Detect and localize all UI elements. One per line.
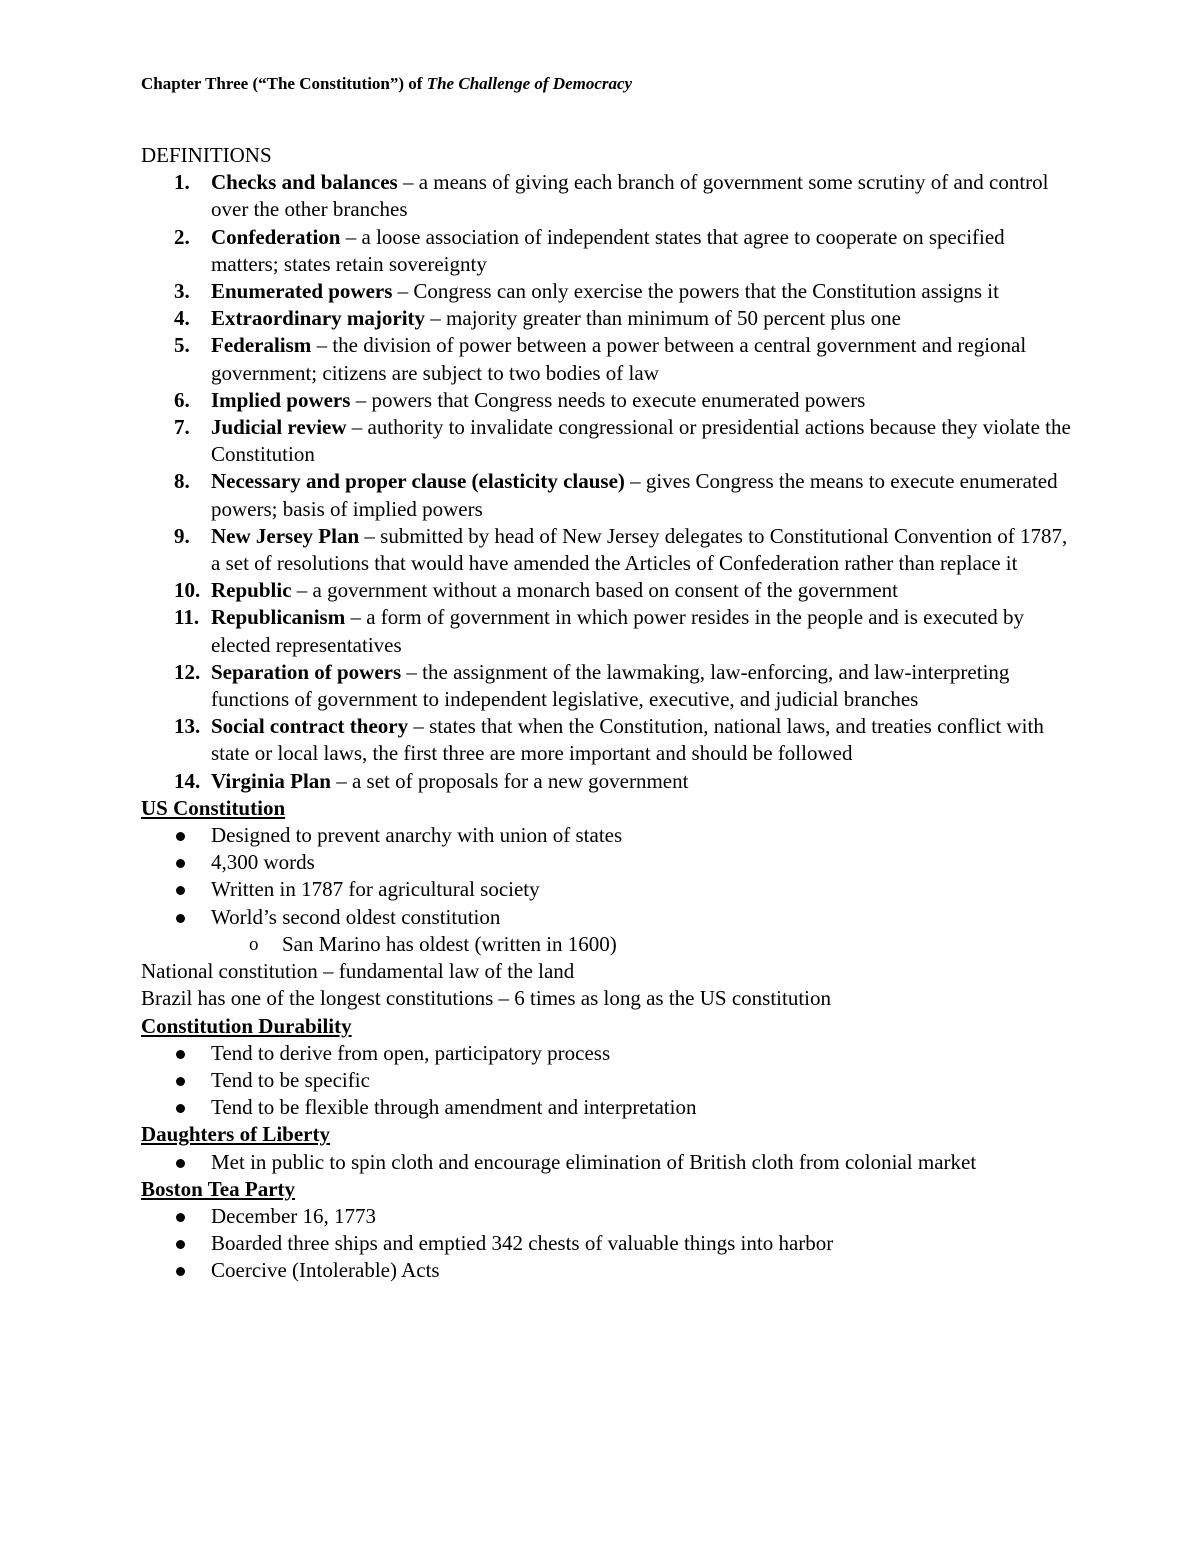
- definition-text: powers that Congress needs to execute enumerated powers: [371, 387, 866, 412]
- definition-term: Virginia Plan: [211, 768, 331, 793]
- definition-item: [141, 387, 1071, 414]
- definition-text: states that when the Constitution, national laws, and treaties conflict with state or local laws, the first three are more important and should be followed: [211, 714, 1044, 766]
- bullet-icon: [176, 1050, 185, 1059]
- boston-tea-party-heading: Boston Tea Party: [141, 1176, 296, 1201]
- list-item-text: Written in 1787 for agricultural society: [211, 877, 540, 902]
- list-item-text: Designed to prevent anarchy with union of states: [211, 823, 623, 848]
- definition-item: [141, 414, 1071, 468]
- list-item: [141, 876, 1071, 903]
- definition-text: a loose association of independent states that agree to cooperate on specified matters; states retain sovereignty: [211, 224, 1005, 276]
- us-constitution-list: [141, 822, 1071, 931]
- list-item-text: Tend to be specific: [211, 1067, 370, 1092]
- definition-text: Congress can only exercise the powers that the Constitution assigns it: [413, 279, 999, 304]
- definition-separator: –: [359, 523, 381, 548]
- boston-tea-party-list: [141, 1203, 1071, 1285]
- list-item-text: Boarded three ships and emptied 342 chests of valuable things into harbor: [211, 1231, 834, 1256]
- definition-item: [141, 659, 1071, 713]
- constitution-durability-list: [141, 1040, 1071, 1122]
- definition-text: a government without a monarch based on consent of the government: [312, 578, 899, 603]
- list-item: [141, 1094, 1071, 1121]
- definition-separator: –: [624, 469, 646, 494]
- definition-item: [141, 224, 1071, 278]
- definition-term: Confederation: [211, 224, 341, 249]
- definition-separator: –: [340, 224, 362, 249]
- list-item: [141, 904, 1071, 931]
- brazil-constitution-line: Brazil has one of the longest constitutions – 6 times as long as the US constitution: [141, 986, 832, 1011]
- document-body: [141, 142, 1071, 1285]
- definition-text: submitted by head of New Jersey delegates to Constitutional Convention of 1787, a set of resolutions that would have amended the Articles of Confederation rather than replace it: [211, 523, 1068, 576]
- definition-item: [141, 169, 1071, 223]
- definition-number: 13.: [174, 714, 201, 739]
- document-title: [141, 70, 1071, 98]
- list-item: [141, 1257, 1071, 1284]
- definition-separator: –: [350, 387, 372, 412]
- definition-separator: –: [311, 333, 333, 358]
- list-item: [141, 1149, 1071, 1176]
- list-item: [141, 849, 1071, 876]
- list-item-text: World’s second oldest constitution: [211, 904, 501, 929]
- definition-number: 6.: [174, 387, 190, 412]
- list-item-text: Tend to derive from open, participatory process: [211, 1040, 611, 1065]
- definition-number: 14.: [174, 768, 201, 793]
- definition-text: gives Congress the means to execute enumerated powers; basis of implied powers: [211, 469, 1058, 521]
- definition-term: Separation of powers: [211, 659, 402, 684]
- definition-number: 10.: [174, 578, 201, 603]
- list-item-text: Tend to be flexible through amendment and interpretation: [211, 1095, 697, 1120]
- definition-item: [141, 768, 1071, 795]
- definition-term: Extraordinary majority: [211, 306, 426, 331]
- title-book: The Challenge of Democracy: [426, 74, 633, 93]
- definition-number: 3.: [174, 279, 190, 304]
- definition-term: New Jersey Plan: [211, 523, 360, 548]
- sub-list-item: [141, 931, 1071, 958]
- list-item-text: 4,300 words: [211, 850, 315, 875]
- definitions-list: [141, 169, 1071, 795]
- definition-separator: –: [397, 170, 419, 195]
- definition-item: [141, 604, 1071, 658]
- daughters-of-liberty-list: [141, 1149, 1071, 1176]
- definition-text: a form of government in which power resides in the people and is executed by elected representatives: [211, 605, 1025, 657]
- definition-number: 12.: [174, 659, 201, 684]
- definition-term: Enumerated powers: [211, 279, 393, 304]
- constitution-durability-heading: Constitution Durability: [141, 1013, 352, 1038]
- hollow-bullet-icon: o: [249, 933, 259, 955]
- list-item-text: Coercive (Intolerable) Acts: [211, 1258, 440, 1283]
- definition-number: 7.: [174, 415, 190, 440]
- us-constitution-sublist: [141, 931, 1071, 958]
- definition-separator: –: [401, 659, 423, 684]
- bullet-icon: [176, 1077, 185, 1086]
- bullet-icon: [176, 886, 185, 895]
- bullet-icon: [176, 914, 185, 923]
- definition-number: 5.: [174, 333, 190, 358]
- definition-item: [141, 577, 1071, 604]
- definition-term: Implied powers: [211, 387, 351, 412]
- definition-separator: –: [392, 279, 414, 304]
- bullet-icon: [176, 1213, 185, 1222]
- national-constitution-line: National constitution – fundamental law of the land: [141, 959, 575, 984]
- document-page: [141, 70, 1071, 1285]
- list-item: [141, 1230, 1071, 1257]
- us-constitution-heading: US Constitution: [141, 795, 286, 820]
- definition-separator: –: [330, 768, 352, 793]
- daughters-of-liberty-heading: Daughters of Liberty: [141, 1122, 330, 1147]
- definition-separator: –: [408, 714, 430, 739]
- title-prefix: Chapter Three (“The Constitution”) of: [141, 74, 427, 93]
- definition-item: [141, 278, 1071, 305]
- definition-text: a means of giving each branch of government some scrutiny of and control over the other branches: [211, 170, 1049, 222]
- definition-term: Social contract theory: [211, 714, 409, 739]
- definition-item: [141, 713, 1071, 767]
- definition-separator: –: [346, 415, 368, 440]
- definition-text: the division of power between a power between a central government and regional government; citizens are subject to two bodies of law: [211, 333, 1027, 385]
- list-item-text: December 16, 1773: [211, 1203, 377, 1228]
- definition-text: authority to invalidate congressional or presidential actions because they violate the Constitution: [211, 415, 1071, 467]
- definition-item: [141, 332, 1071, 386]
- definitions-heading: DEFINITIONS: [141, 143, 272, 167]
- bullet-icon: [176, 1267, 185, 1276]
- definition-term: Necessary and proper clause (elasticity clause): [211, 469, 625, 494]
- definition-term: Republic: [211, 578, 292, 603]
- definition-number: 8.: [174, 469, 190, 494]
- list-item: [141, 1067, 1071, 1094]
- definition-separator: –: [425, 306, 447, 331]
- definition-text: a set of proposals for a new government: [351, 768, 689, 793]
- bullet-icon: [176, 1159, 185, 1168]
- bullet-icon: [176, 1240, 185, 1249]
- definition-number: 2.: [174, 224, 190, 249]
- list-item: [141, 1203, 1071, 1230]
- sub-list-item-text: San Marino has oldest (written in 1600): [282, 931, 617, 956]
- definition-item: [141, 305, 1071, 332]
- definition-item: [141, 523, 1071, 577]
- list-item-text: Met in public to spin cloth and encourage elimination of British cloth from colonial market: [211, 1149, 977, 1174]
- definition-item: [141, 468, 1071, 522]
- definition-term: Republicanism: [211, 605, 346, 630]
- bullet-icon: [176, 1104, 185, 1113]
- definition-term: Federalism: [211, 333, 312, 358]
- definition-term: Checks and balances: [211, 170, 398, 195]
- list-item: [141, 822, 1071, 849]
- definition-separator: –: [291, 578, 313, 603]
- definition-text: the assignment of the lawmaking, law-enforcing, and law-interpreting functions of government to independent legislative, executive, and judicial branches: [211, 659, 1010, 712]
- definition-number: 4.: [174, 306, 190, 331]
- bullet-icon: [176, 859, 185, 868]
- definition-number: 11.: [174, 605, 200, 630]
- definition-text: majority greater than minimum of 50 percent plus one: [446, 306, 901, 331]
- list-item: [141, 1040, 1071, 1067]
- definition-separator: –: [345, 605, 367, 630]
- definition-term: Judicial review: [211, 415, 347, 440]
- definition-number: 1.: [174, 170, 190, 195]
- bullet-icon: [176, 832, 185, 841]
- definition-number: 9.: [174, 523, 190, 548]
